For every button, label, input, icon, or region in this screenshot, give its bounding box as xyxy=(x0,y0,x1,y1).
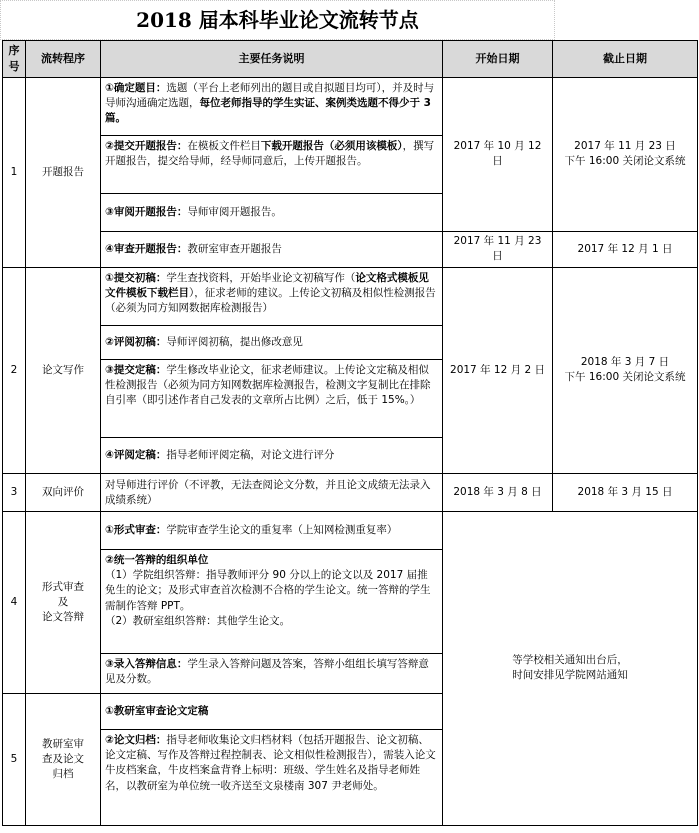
row2-process: 论文写作 xyxy=(26,267,101,473)
header-end-date: 截止日期 xyxy=(553,41,698,78)
row1-process: 开题报告 xyxy=(26,77,101,267)
header-row xyxy=(3,41,698,78)
header-start-date: 开始日期 xyxy=(443,41,553,78)
row2-task1: ①提交初稿：学生查找资料，开始毕业论文初稿写作（论文格式模板见文件模板下载栏目），征求老师的建议。上传论文初稿及相似性检测报告（必须为同方知网数据库检测报告） xyxy=(101,267,443,325)
row2-seq: 2 xyxy=(3,267,26,473)
table-row xyxy=(3,267,698,325)
header-tasks: 主要任务说明 xyxy=(101,41,443,78)
row3-start-date: 2018 年 3 月 8 日 xyxy=(443,473,553,511)
schedule-table xyxy=(2,40,698,826)
row5-process: 教研室审 查及论文 归档 xyxy=(26,693,101,825)
row2-task2: ②评阅初稿：导师评阅初稿，提出修改意见 xyxy=(101,325,443,359)
row4-task2: ②统一答辩的组织单位 （1）学院组织答辩：指导教师评分 90 分以上的论文以及 2017 届推免生的论文；及形式审查首次检测不合格的学生论文。统一答辩的学生需制作答辩 PPT。 （2）教研室组织答辩：其他学生论文。 xyxy=(101,549,443,653)
row4-seq: 4 xyxy=(3,511,26,693)
table-row xyxy=(3,231,698,267)
header-seq: 序号 xyxy=(3,41,26,78)
row1-start-date: 2017 年 10 月 12 日 xyxy=(443,77,553,231)
row4-task3: ③录入答辩信息：学生录入答辩问题及答案，答辩小组组长填写答辩意见及分数。 xyxy=(101,653,443,693)
row5-task2: ②论文归档：指导老师收集论文归档材料（包括开题报告、论文初稿、论文定稿、写作及答辩过程控制表、论文相似性检测报告），需装入论文牛皮档案盒，牛皮档案盒背脊上标明：班级、学生姓名及指导老师姓名，以教研室为单位统一收齐送至文泉楼南 307 尹老师处。 xyxy=(101,729,443,825)
row1-task2: ②提交开题报告：在模板文件栏目下载开题报告（必须用该模板），撰写开题报告，提交给导师，经导师同意后，上传开题报告。 xyxy=(101,135,443,193)
row4-task1: ①形式审查：学院审查学生论文的重复率（上知网检测重复率） xyxy=(101,511,443,549)
row1-task1: ①确定题目：选题（平台上老师列出的题目或自拟题目均可），并及时与导师沟通确定选题，每位老师指导的学生实证、案例类选题不得少于 3 篇。 xyxy=(101,77,443,135)
row1-end-date: 2017 年 11 月 23 日 下午 16:00 关闭论文系统 xyxy=(553,77,698,231)
row2-task4: ④评阅定稿：指导老师评阅定稿，对论文进行评分 xyxy=(101,437,443,473)
row5-task1: ①教研室审查论文定稿 xyxy=(101,693,443,729)
table-row xyxy=(3,77,698,135)
table-row xyxy=(3,473,698,511)
row3-end-date: 2018 年 3 月 15 日 xyxy=(553,473,698,511)
row4-process: 形式审查 及 论文答辩 xyxy=(26,511,101,693)
row1-seq: 1 xyxy=(3,77,26,267)
row3-seq: 3 xyxy=(3,473,26,511)
notice-cell: 等学校相关通知出台后， 时间安排见学院网站通知 xyxy=(443,511,698,825)
page-title: 2018 届本科毕业论文流转节点 xyxy=(136,8,419,32)
row5-seq: 5 xyxy=(3,693,26,825)
row2-end-date: 2018 年 3 月 7 日 下午 16:00 关闭论文系统 xyxy=(553,267,698,473)
row1-task3: ③审阅开题报告：导师审阅开题报告。 xyxy=(101,193,443,231)
table-row xyxy=(3,511,698,549)
row2-task3: ③提交定稿：学生修改毕业论文，征求老师建议。上传论文定稿及相似性检测报告（必须为同方知网数据库检测报告，检测文字复制比在排除自引率（即引述作者自己发表的文章所占比例）之后，低于 15%。） xyxy=(101,359,443,437)
row2-start-date: 2017 年 12 月 2 日 xyxy=(443,267,553,473)
row3-task: 对导师进行评价（不评教，无法查阅论文分数，并且论文成绩无法录入成绩系统） xyxy=(101,473,443,511)
row3-process: 双向评价 xyxy=(26,473,101,511)
row1-start-date-2: 2017 年 11 月 23 日 xyxy=(443,231,553,267)
header-process: 流转程序 xyxy=(26,41,101,78)
row1-end-date-2: 2017 年 12 月 1 日 xyxy=(553,231,698,267)
row1-task4: ④审查开题报告：教研室审查开题报告 xyxy=(101,231,443,267)
